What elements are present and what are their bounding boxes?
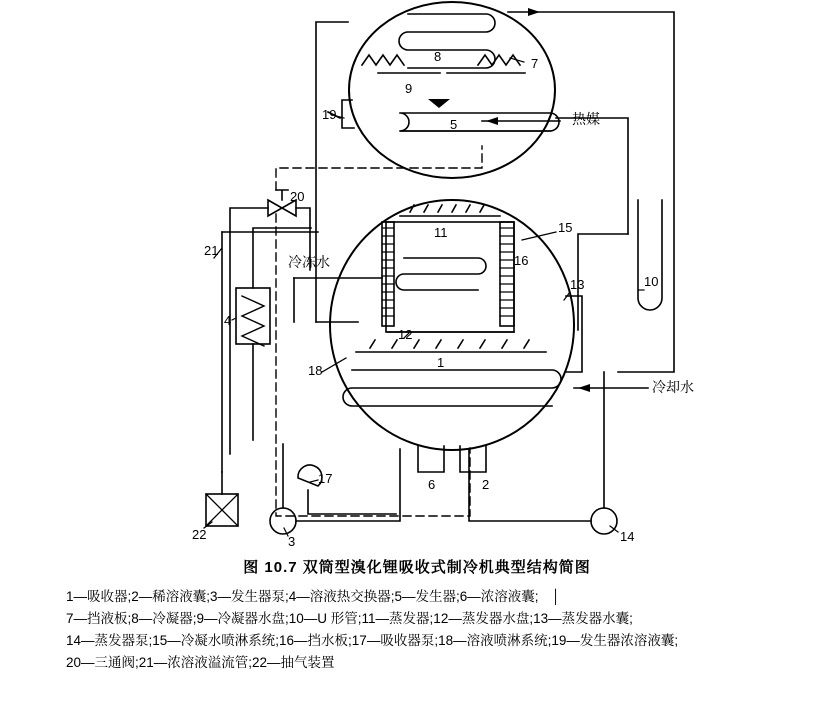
- eliminator-left: [382, 222, 394, 326]
- label-20: 20: [290, 189, 305, 204]
- lower-shell: [330, 200, 574, 450]
- label-5: 5: [450, 117, 458, 132]
- u-tube: [638, 200, 662, 310]
- label-4: 4: [224, 313, 232, 328]
- label-17: 17: [318, 471, 333, 486]
- label-1: 1: [437, 355, 445, 370]
- figure-caption: 图 10.7 双筒型溴化锂吸收式制冷机典型结构简图: [243, 559, 591, 576]
- spray-marks: [410, 205, 484, 212]
- pipe-right-generator-2: [578, 234, 628, 330]
- label-2: 2: [482, 477, 490, 492]
- label-12: 12: [398, 327, 413, 342]
- label-19: 19: [322, 107, 337, 122]
- label-16: 16: [514, 253, 529, 268]
- purge-cross: [206, 494, 238, 526]
- legend-line-4: 20—三通阀;21—浓溶液溢流管;22—抽气装置: [66, 655, 335, 670]
- hot-medium-arrowhead: [486, 117, 498, 125]
- evaporator-coil: [396, 258, 486, 290]
- label-15: 15: [558, 220, 573, 235]
- figure-legend: [66, 586, 778, 674]
- baffle-right: [478, 55, 520, 65]
- pump3-pipe: [283, 444, 400, 521]
- label-7: 7: [531, 56, 539, 71]
- generator-coil: [400, 113, 559, 131]
- legend-line-1: 1—吸收器;2—稀溶液囊;3—发生器泵;4—溶液热交换器;5—发生器;6—浓溶液囊; │: [66, 589, 561, 604]
- drip-marker: [428, 99, 450, 108]
- evaporator-box: [386, 222, 514, 332]
- label-11: 11: [434, 225, 448, 240]
- label-13: 13: [570, 277, 585, 292]
- label-hot-medium: 热媒: [572, 111, 600, 127]
- legend-line-3: 14—蒸发器泵;15—冷凝水喷淋系统;16—挡水板;17—吸收器泵;18—溶液喷淋系统;19—发生器浓溶液囊;: [66, 633, 679, 648]
- label-9: 9: [405, 81, 413, 96]
- evaporator-pump: [591, 508, 617, 534]
- label-8: 8: [434, 49, 442, 64]
- pump17-pipe: [308, 490, 396, 514]
- label-18: 18: [308, 363, 323, 378]
- label-cooling-water: 冷却水: [652, 379, 694, 395]
- pipe-right-generator: [556, 118, 628, 234]
- hx-zigzag: [242, 296, 264, 346]
- label-22: 22: [192, 527, 207, 542]
- valve-stem: [276, 190, 288, 200]
- label-14: 14: [620, 529, 635, 544]
- legend-line-2: 7—挡液板;8—冷凝器;9—冷凝器水盘;10—U 形管;11—蒸发器;12—蒸发器水盘;13—蒸发器水囊;: [66, 611, 633, 626]
- label-3: 3: [288, 534, 296, 549]
- pipe-left-top: [316, 22, 348, 322]
- leader-17: [310, 480, 318, 482]
- absorber-spray-marks: [370, 340, 529, 348]
- baffle-left: [362, 55, 404, 65]
- cooling-water-arrowhead: [578, 384, 590, 392]
- absorber-coil: [343, 370, 561, 406]
- label-21: 21: [204, 243, 219, 258]
- upper-shell: [349, 2, 555, 178]
- label-10: 10: [644, 274, 659, 289]
- label-6: 6: [428, 477, 436, 492]
- eliminator-right: [500, 222, 514, 326]
- pump14-pipe: [469, 372, 604, 521]
- generator-pump: [270, 508, 296, 534]
- pipe-top-arrow: [528, 8, 540, 16]
- label-chilled-water: 冷冻水: [288, 254, 330, 270]
